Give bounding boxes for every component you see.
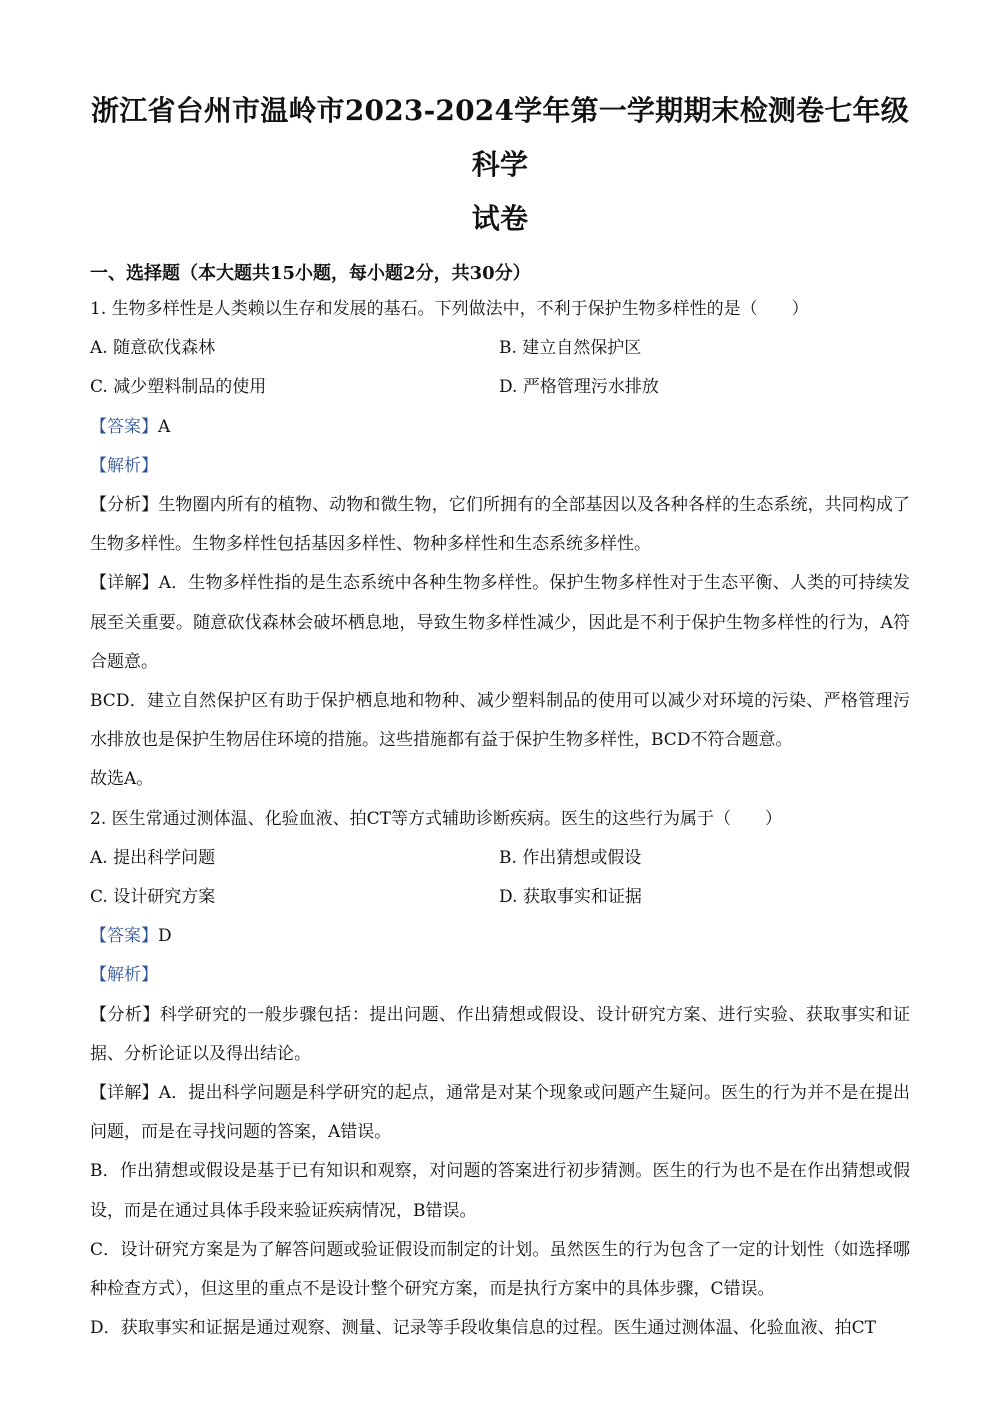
- section-title: 一、选择题（本大题共15小题，每小题2分，共30分）: [90, 263, 531, 284]
- exam-title: [90, 84, 910, 246]
- question-2-paragraph: C．设计研究方案是为了解答问题或验证假设而制定的计划。虽然医生的行为包含了一定的计划性（如选择哪种检查方式），但这里的重点不是设计整个研究方案，而是执行方案中的具体步骤，C错误。: [90, 1239, 910, 1300]
- question-1-options-row-2: [90, 368, 910, 407]
- question-2-options-row-1: [90, 839, 910, 878]
- question-2-option-d: D. 获取事实和证据: [499, 887, 642, 908]
- question-1-option-b: B. 建立自然保护区: [499, 338, 642, 359]
- question-1-paragraph: BCD．建立自然保护区有助于保护栖息地和物种、减少塑料制品的使用可以减少对环境的污染、严格管理污水排放也是保护生物居住环境的措施。这些措施都有益于保护生物多样性，BCD不符合题意。: [90, 691, 910, 751]
- question-2-paragraph: 【分析】科学研究的一般步骤包括：提出问题、作出猜想或假设、设计研究方案、进行实验、获取事实和证据、分析论证以及得出结论。: [90, 1004, 910, 1064]
- question-1-paragraph: 故选A。: [90, 769, 154, 790]
- exam-title-line-2: 试卷: [471, 202, 529, 235]
- question-1: [90, 290, 910, 800]
- question-1-paragraph: 【分析】生物圈内所有的植物、动物和微生物，它们所拥有的全部基因以及各种各样的生态系统，共同构成了生物多样性。生物多样性包括基因多样性、物种多样性和生态系统多样性。: [90, 495, 910, 555]
- question-2-option-b: B. 作出猜想或假设: [499, 847, 642, 868]
- question-2-option-c: C. 设计研究方案: [90, 887, 216, 908]
- question-2-paragraph: D．获取事实和证据是通过观察、测量、记录等手段收集信息的过程。医生通过测体温、化验血液、拍CT: [90, 1318, 876, 1339]
- question-1-answer: [90, 408, 910, 447]
- analysis-label: 【解析】: [90, 455, 158, 476]
- analysis-label: 【解析】: [90, 965, 158, 986]
- question-1-analysis-heading: [90, 447, 910, 486]
- question-2-paragraph: B．作出猜想或假设是基于已有知识和观察，对问题的答案进行初步猜测。医生的行为也不是在作出猜想或假设，而是在通过具体手段来验证疾病情况，B错误。: [90, 1161, 910, 1221]
- answer-value: D: [158, 926, 172, 947]
- question-2-analysis-heading: [90, 956, 910, 995]
- question-2-option-a: A. 提出科学问题: [90, 847, 216, 868]
- question-2-paragraph: 【详解】A．提出科学问题是科学研究的起点，通常是对某个现象或问题产生疑问。医生的行为并不是在提出问题，而是在寻找问题的答案，A错误。: [90, 1083, 910, 1143]
- answer-label: 【答案】: [90, 926, 158, 947]
- question-1-paragraph: 【详解】A．生物多样性指的是生态系统中各种生物多样性。保护生物多样性对于生态平衡、人类的可持续发展至关重要。随意砍伐森林会破坏栖息地，导致生物多样性减少，因此是不利于保护生物多样性的行为，A符合题意。: [90, 573, 910, 672]
- question-2-options-row-2: [90, 878, 910, 917]
- question-1-options-row-1: [90, 329, 910, 368]
- question-2: [90, 800, 910, 1349]
- exam-title-line-1: 浙江省台州市温岭市2023-2024学年第一学期期末检测卷七年级科学: [91, 94, 909, 181]
- question-1-stem: 1. 生物多样性是人类赖以生存和发展的基石。下列做法中，不利于保护生物多样性的是（ ）: [90, 299, 809, 319]
- question-1-option-a: A. 随意砍伐森林: [90, 338, 216, 359]
- answer-label: 【答案】: [90, 416, 158, 437]
- answer-value: A: [158, 416, 171, 437]
- question-2-answer: [90, 917, 910, 956]
- question-2-stem: 2. 医生常通过测体温、化验血液、拍CT等方式辅助诊断疾病。医生的这些行为属于（ ）: [90, 808, 782, 829]
- question-1-option-c: C. 减少塑料制品的使用: [90, 377, 267, 398]
- question-1-option-d: D. 严格管理污水排放: [499, 377, 659, 398]
